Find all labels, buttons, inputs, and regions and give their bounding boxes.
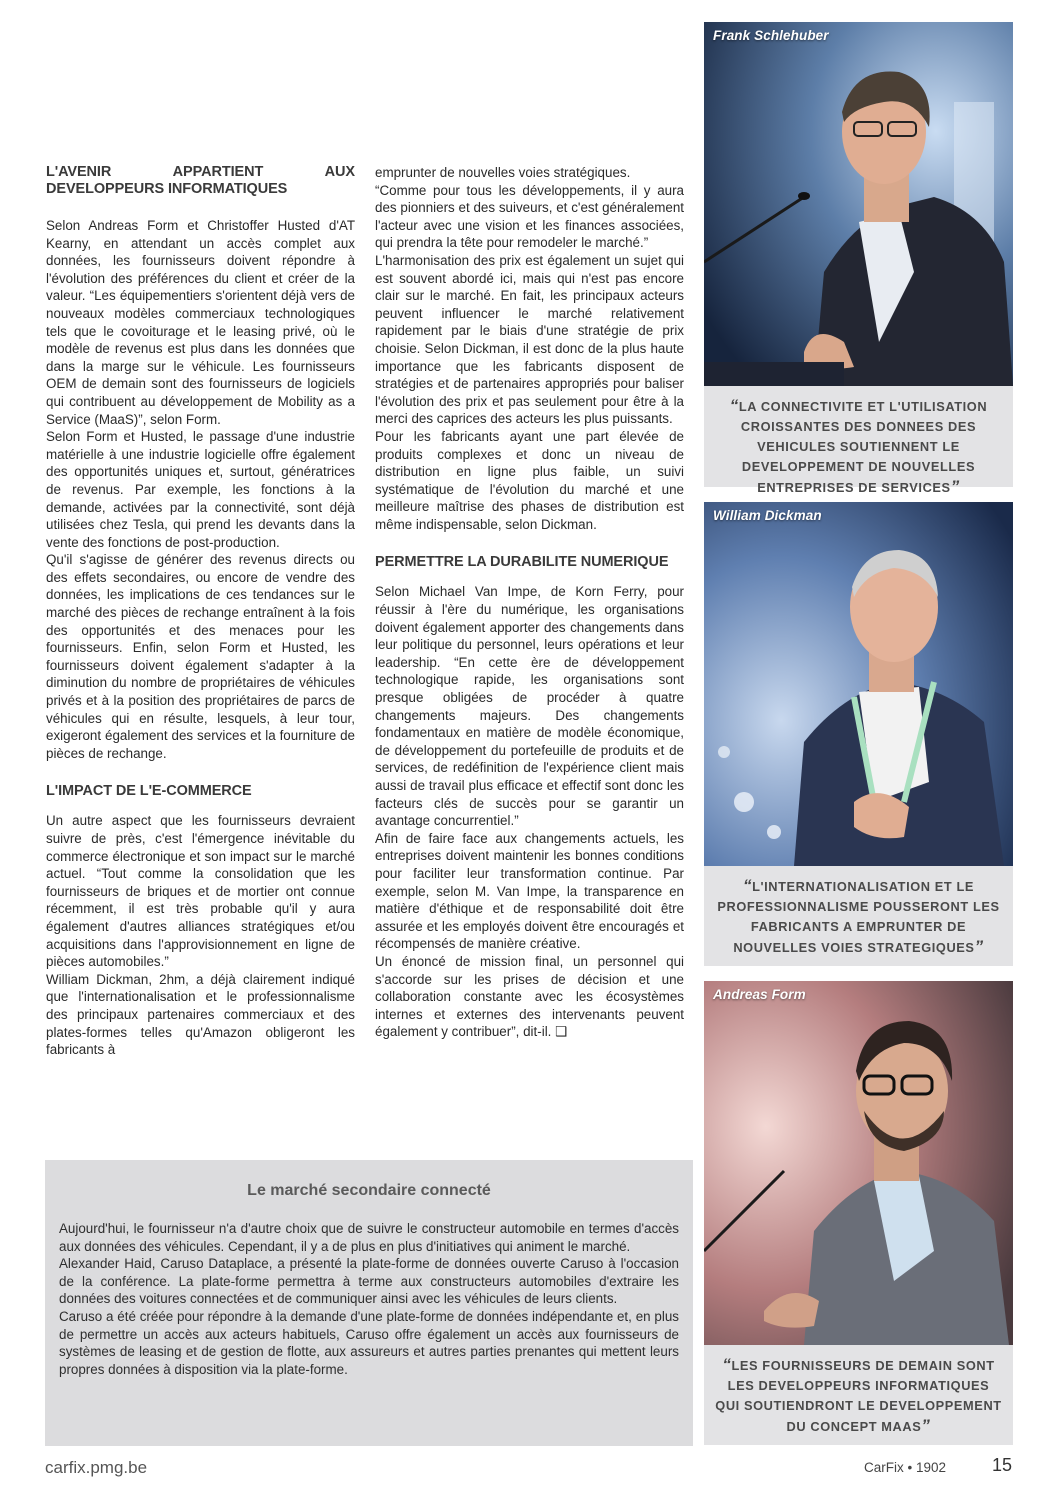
paragraph: Selon Michael Van Impe, de Korn Ferry, pour réussir à l'ère du numérique, les organisations doivent également apporter des changements dans leur politique du personnel, leurs opérations et leur leadership. “En cette ère de développement technologique rapide, les organisations sont presque obligées de procéder à quatre changements majeurs. Des changements fondamentaux en matière de modèle économique, de développement du portefeuille de produits et de services, de redéfinition de l'expérience client mais aussi de travail plus efficace et effectif sont donc les facteurs clés de succès pour se garantir un avantage concurrentiel.” bbox=[375, 584, 684, 829]
quote-close-mark: ” bbox=[921, 1416, 931, 1435]
paragraph: Selon Andreas Form et Christoffer Husted d'AT Kearny, en attendant un accès complet aux données, les fournisseurs doivent répondre à l'évolution des préférences du client et créer de la valeur. “Les équipementiers s'orientent déjà vers de nouveaux modèles commerciaux technologiques tels que le covoiturage et le leasing privé, où le modèle de revenus est plus dans les données que dans la marge sur le véhicule. Les fournisseurs OEM de demain sont des fournisseurs de logiciels qui contribuent au développement de Mobility as a Service (MaaS)”, selon Form. bbox=[46, 218, 355, 427]
speaker-name: Frank Schlehuber bbox=[713, 28, 829, 43]
page-number: 15 bbox=[992, 1455, 1013, 1475]
quote-open-mark: “ bbox=[722, 1355, 732, 1374]
section-heading-durability: PERMETTRE LA DURABILITE NUMERIQUE bbox=[375, 554, 669, 571]
paragraph: Selon Form et Husted, le passage d'une industrie matérielle à une industrie logicielle offre également des opportunités uniques et, surtout, génératrices de revenus. Par exemple, les fonctions à la demande, activées par la connectivité, sont déjà utilisées chez Tesla, qui prend les devants dans la vente des fonctions de post-production. bbox=[46, 429, 355, 550]
paragraph: Pour les fabricants ayant une part élevée de produits complexes et donc un niveau de distribution en ligne plus faible, un suivi systématique de l'évolution du marché et une meilleure maîtrise des phases de distribution est même indispensable, selon Dickman. bbox=[375, 428, 684, 532]
paragraph: Afin de faire face aux changements actuels, les entreprises doivent maintenir les bonnes conditions pour faciliter leur transformation continue. Par exemple, selon M. Van Impe, la transparence en matière d'éthique et de responsabilité doit être assurée et les employés doivent être encouragés et récompensés de manière créative. bbox=[375, 830, 684, 952]
sidebar-paragraph: Caruso a été créée pour répondre à la demande d'une plate-forme de données indépendante et, en plus de permettre un accès aux acteurs habituels, Caruso offre également un accès aux fournisseurs de systèmes de leasing et de gestion de flotte, aux assureurs et autres parties prenantes qui mettent leurs propres données à disposition via la plate-forme. bbox=[59, 1308, 679, 1377]
paragraph: L'harmonisation des prix est également un sujet qui est souvent abordé ici, mais qui n'est pas encore clair sur le marché. En fait, les principaux acteurs peuvent influencer le marché relativement rapidement par le biais d'une stratégie de prix choisie. Selon Dickman, il est donc de la plus haute importance que les fabricants disposent de stratégies et de partenaires appropriés pour baliser l'évolution des prix et pas seulement pour être à la merci des caprices des acteurs les plus puissants. bbox=[375, 252, 684, 427]
speaker-photo-schlehuber bbox=[704, 22, 1013, 386]
sidebar-box bbox=[45, 1160, 693, 1446]
paragraph: Un énoncé de mission final, un personnel qui s'accorde sur les prises de décision et une collaboration constante avec les écosystèmes internes et externes des intervenants peuvent également y contribuer”, dit-il. ❑ bbox=[375, 953, 684, 1040]
quote-text: LES FOURNISSEURS DE DEMAIN SONT LES DEVELOPPEURS INFORMATIQUES QUI SOUTIENDRONT LE DEVELOPPEMENT DU CONCEPT MAAS bbox=[715, 1358, 1002, 1434]
quote-close-mark: ” bbox=[974, 937, 984, 956]
quote-text: L'INTERNATIONALISATION ET LE PROFESSIONNALISME POUSSERONT LES FABRICANTS A EMPRUNTER DE NOUVELLES VOIES STRATEGIQUES bbox=[717, 879, 1000, 955]
speaker-name: William Dickman bbox=[713, 508, 822, 523]
pull-quote-1 bbox=[704, 386, 1013, 496]
footer-website-link[interactable]: carfix.pmg.be bbox=[45, 1458, 148, 1477]
footer-magazine-issue: CarFix • 1902 bbox=[864, 1460, 947, 1475]
paragraph: Qu'il s'agisse de générer des revenus directs ou des effets secondaires, ou encore de vendre des données, les implications de ces tendances sur le marché des pièces de rechange entraînent à la fois des opportunités et des menaces pour les fournisseurs. Enfin, selon Form et Husted, les fournisseurs doivent également s'adapter à la diminution du nombre de propriétaires de véhicules privés et à la position des propriétaires de parcs de véhicules qui en résulte, lesquels, à leur tour, exigeront également des services et la fourniture de pièces de rechange. bbox=[46, 552, 355, 761]
sidebar-title: Le marché secondaire connecté bbox=[247, 1182, 491, 1199]
speaker-photo-dickman bbox=[704, 502, 1013, 866]
article-column-2 bbox=[375, 164, 684, 1041]
pull-quote-3 bbox=[704, 1345, 1013, 1445]
sidebar-paragraph: Aujourd'hui, le fournisseur n'a d'autre choix que de suivre le constructeur automobile en termes d'accès aux données des véhicules. Cependant, il y a de plus en plus d'initiatives qui animent le marché. bbox=[59, 1221, 679, 1254]
section-heading-ecommerce: L'IMPACT DE L'E-COMMERCE bbox=[46, 783, 252, 800]
pull-quote-2 bbox=[704, 866, 1013, 966]
paragraph: William Dickman, 2hm, a déjà clairement indiqué que l'internationalisation et le professionnalisme des principaux partenaires commerciaux et des plates-formes telles qu'Amazon obligeront les fabricants à bbox=[46, 971, 355, 1058]
quote-open-mark: “ bbox=[742, 876, 753, 895]
paragraph: emprunter de nouvelles voies stratégiques. bbox=[375, 165, 631, 180]
speaker-photo-form bbox=[704, 981, 1013, 1345]
speaker-name: Andreas Form bbox=[713, 987, 806, 1002]
quote-close-mark: ” bbox=[950, 477, 960, 496]
section-heading-developers: L'AVENIR APPARTIENT AUX DEVELOPPEURS INFORMATIQUES bbox=[46, 164, 355, 197]
paragraph: Un autre aspect que les fournisseurs devraient suivre de près, c'est l'émergence inévitable du commerce électronique et son impact sur le marché actuel. “Tout comme la consolidation que les fournisseurs de briques et de mortier ont connue récemment, il est très probable qu'il y aura également d'autres alliances stratégiques et/ou acquisitions dans l'approvisionnement en ligne de pièces automobiles.” bbox=[46, 813, 355, 970]
sidebar-paragraph: Alexander Haid, Caruso Dataplace, a présenté la plate-forme de données ouverte Caruso à l'occasion de la conférence. La plate-forme permettra à terme aux constructeurs automobiles d'extraire les données des voitures connectées et de communiquer ainsi avec les véhicules de leurs clients. bbox=[59, 1256, 679, 1307]
quote-text: LA CONNECTIVITE ET L'UTILISATION CROISSANTES DES DONNEES DES VEHICULES SOUTIENNENT LE DEVELOPPEMENT DE NOUVELLES ENTREPRISES DE SERVICES bbox=[738, 399, 988, 495]
paragraph: “Comme pour tous les développements, il y aura des pionniers et des suiveurs, et c'est généralement l'acteur avec une vision et les finances associées, qui prendra la tête pour remodeler le marché.” bbox=[375, 182, 684, 251]
article-column-1 bbox=[46, 164, 355, 1059]
quote-open-mark: “ bbox=[729, 396, 739, 415]
